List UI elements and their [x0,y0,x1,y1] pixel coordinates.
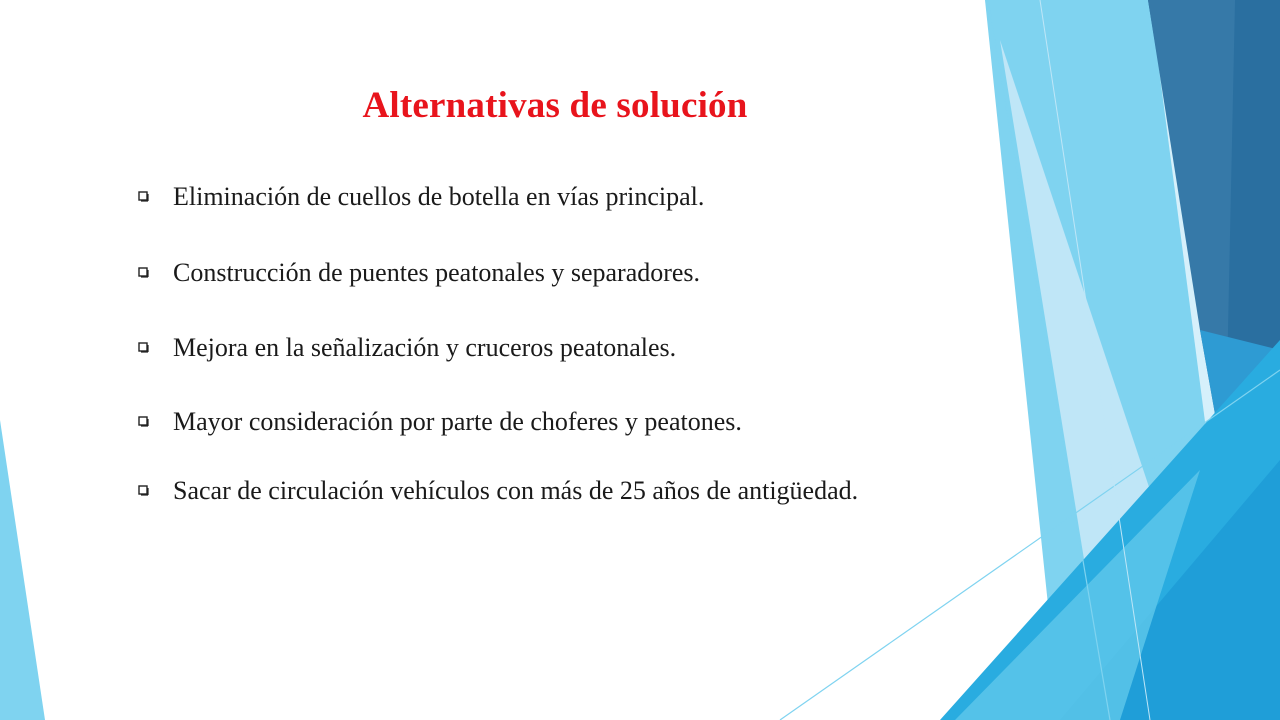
list-item [138,164,1010,230]
list-item [138,315,1010,381]
hollow-square-icon [138,485,149,496]
left-facet [0,420,45,720]
hollow-square-icon [138,342,149,353]
list-item [138,389,1010,455]
bullet-text: Sacar de circulación vehículos con más de 25 años de antigüedad. [173,476,859,505]
bullet-text: Mayor consideración por parte de choferes y peatones. [173,407,742,436]
list-item [138,458,1010,524]
hollow-square-icon [138,191,149,202]
slide-title: Alternativas de solución [362,85,748,126]
bullet-text: Eliminación de cuellos de botella en vías principal. [173,182,705,211]
bullet-text: Construcción de puentes peatonales y separadores. [173,258,701,287]
bullet-text: Mejora en la señalización y cruceros peatonales. [173,333,677,362]
hollow-square-icon [138,267,149,278]
list-item [138,240,1010,306]
hollow-square-icon [138,416,149,427]
